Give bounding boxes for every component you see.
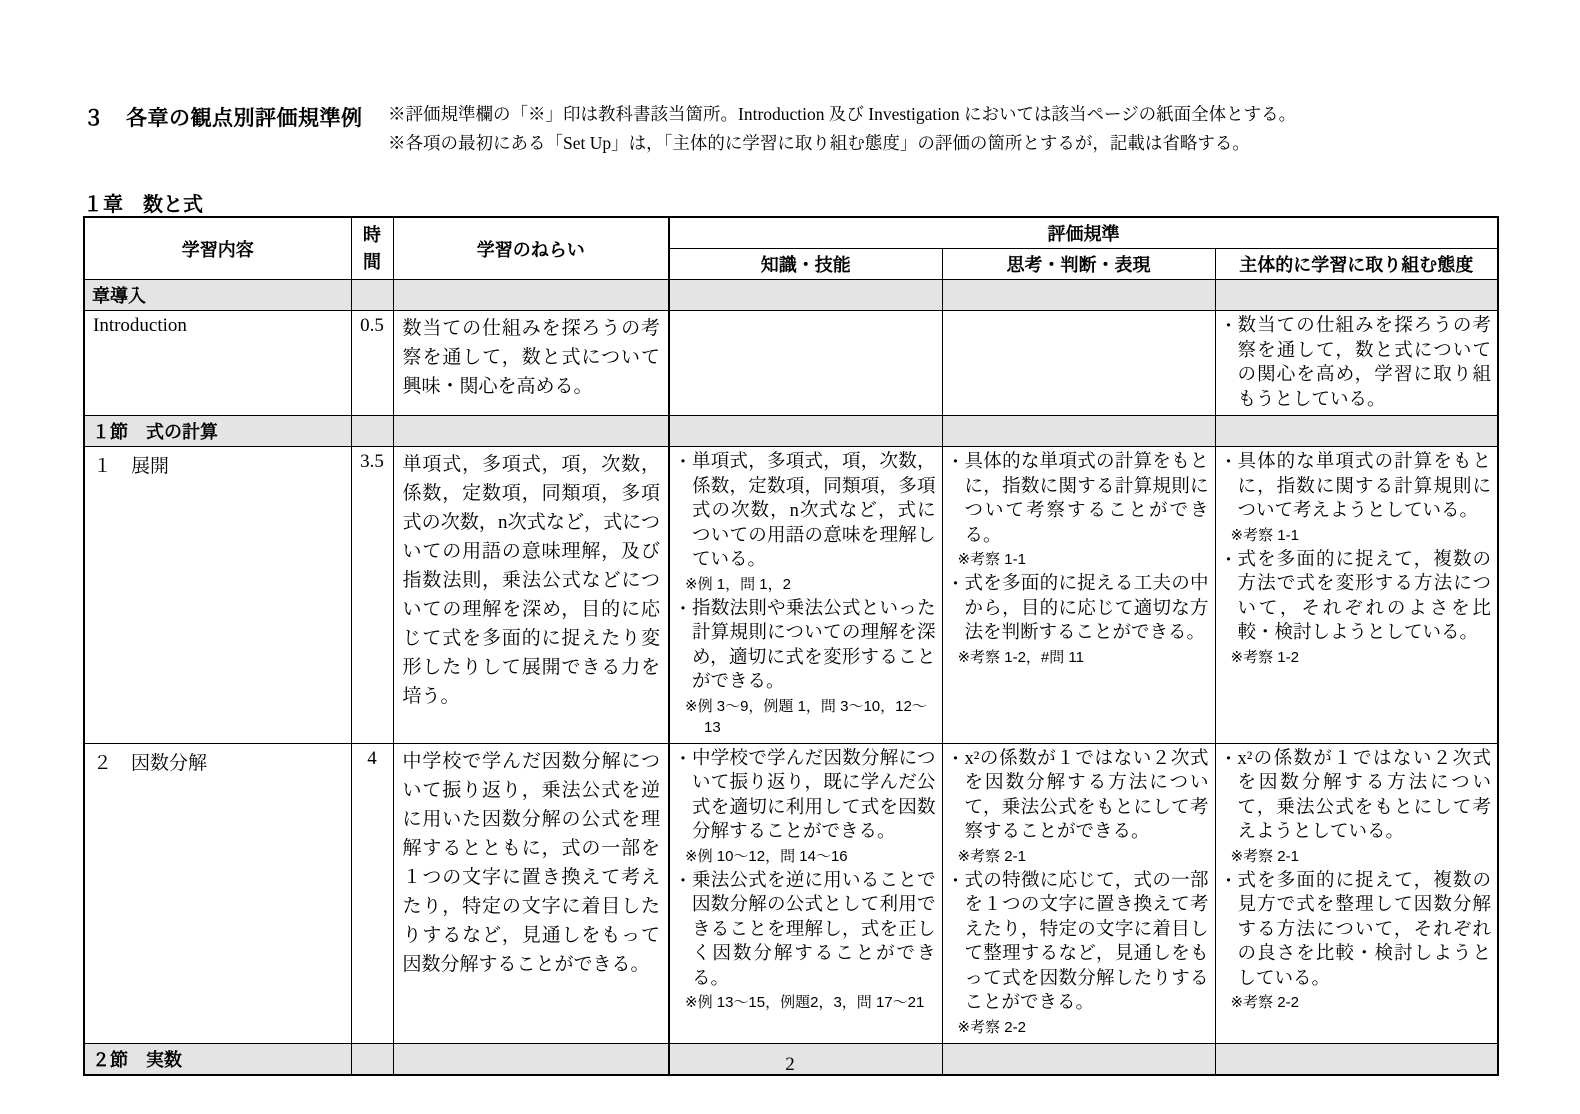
cell-knowledge [669, 311, 942, 416]
section-cell-thinking [942, 416, 1215, 447]
bullet-marker: ・ [1219, 549, 1238, 570]
criteria-text: x²の係数が１ではない２次式を因数分解する方法について，乗法公式をもとにして考察することができる。 [964, 748, 1209, 842]
bullet-marker: ・ [674, 598, 692, 619]
cell-thinking [942, 447, 1215, 744]
bullet-marker: ・ [1219, 452, 1238, 472]
criteria-bullet [674, 747, 936, 845]
criteria-text: 具体的な単項式の計算をもとに，指数に関する計算規則について考えようとしている。 [1237, 452, 1491, 521]
table-header [84, 217, 1498, 280]
section-row [84, 280, 1498, 311]
section-cell-aim [393, 280, 669, 311]
textbook-reference: ※考察 1-1 [1230, 526, 1299, 544]
cell-aim: 単項式，多項式，項，次数，係数，定数項，同類項，多項式の次数，n次式など，式についての用語の意味理解，及び指数法則，乗法公式などについての理解を深め，目的に応じて式を多面的に捉えたり変形したりして展開できる力を培う。 [393, 447, 669, 744]
textbook-reference: ※例 10〜12，問 14〜16 [685, 847, 848, 865]
textbook-reference: ※考察 1-2，#問 11 [957, 648, 1084, 666]
criteria-text: 式を多面的に捉える工夫の中から，目的に応じて適切な方法を判断することができる。 [964, 574, 1209, 643]
cell-content: １ 展開 [84, 447, 351, 744]
bullet-marker: ・ [674, 452, 692, 472]
criteria-text: 数当ての仕組みを探ろうの考察を通して，数と式についての関心を高め，学習に取り組もうとしている。 [1237, 316, 1491, 410]
criteria-text: 中学校で学んだ因数分解について振り返り，既に学んだ公式を適切に利用して式を因数分解することができる。 [692, 748, 936, 842]
criteria-text: x²の係数が１ではない２次式を因数分解する方法について，乗法公式をもとにして考えようとしている。 [1237, 748, 1491, 842]
section-label: １節 式の計算 [84, 416, 351, 447]
header-criteria: 評価規準 [669, 217, 1498, 249]
bullet-marker: ・ [1219, 870, 1238, 891]
header-knowledge: 知識・技能 [669, 249, 942, 280]
cell-knowledge [669, 447, 942, 744]
cell-aim: 中学校で学んだ因数分解について振り返り，乗法公式を逆に用いた因数分解の公式を理解するとともに，式の一部を１つの文字に置き換えて考えたり，特定の文字に着目したりするなど，見通しをもって因数分解することができる。 [393, 743, 669, 1043]
section-cell-thinking [942, 280, 1215, 311]
bullet-marker: ・ [1219, 316, 1238, 336]
textbook-reference: ※考察 2-1 [1230, 847, 1299, 865]
criteria-bullet [674, 869, 936, 992]
criteria-text: 式の特徴に応じて，式の一部を１つの文字に置き換えて考えたり，特定の文字に着目して整理するなど，見通しをもって式を因数分解したりすることができる。 [964, 870, 1209, 1013]
section-cell-attitude [1215, 280, 1498, 311]
criteria-bullet [1220, 548, 1492, 646]
criteria-text: 具体的な単項式の計算をもとに，指数に関する計算規則について考察することができる。 [964, 452, 1209, 546]
criteria-text: 式を多面的に捉えて，複数の見方で式を整理して因数分解する方法について，それぞれの良さを比較・検討しようとしている。 [1237, 870, 1491, 989]
cell-knowledge [669, 743, 942, 1043]
header-thinking: 思考・判断・表現 [942, 249, 1215, 280]
textbook-reference: ※考察 2-2 [1230, 994, 1299, 1011]
header-content: 学習内容 [84, 217, 351, 280]
cell-attitude [1215, 743, 1498, 1043]
criteria-bullet [947, 450, 1209, 548]
bullet-marker: ・ [674, 870, 692, 891]
section-cell-hours [351, 280, 393, 311]
item-row [84, 311, 1498, 416]
section-cell-aim [393, 416, 669, 447]
criteria-text: 指数法則や乗法公式といった計算規則についての理解を深め，適切に式を変形することができる。 [692, 598, 936, 692]
criteria-bullet [1220, 450, 1492, 524]
textbook-reference: ※考察 2-1 [957, 847, 1026, 865]
evaluation-criteria-table [83, 216, 1499, 1076]
section-cell-knowledge [669, 416, 942, 447]
criteria-bullet [947, 747, 1209, 845]
section-cell-knowledge [669, 280, 942, 311]
bullet-marker: ・ [946, 574, 965, 594]
textbook-reference: ※例 13〜15，例題2，3，問 17〜21 [685, 994, 925, 1011]
criteria-bullet [674, 597, 936, 695]
header-attitude: 主体的に学習に取り組む態度 [1215, 249, 1498, 280]
cell-thinking [942, 743, 1215, 1043]
section-cell-hours [351, 416, 393, 447]
cell-aim: 数当ての仕組みを探ろうの考察を通して，数と式について興味・関心を高める。 [393, 311, 669, 416]
item-row [84, 743, 1498, 1043]
bullet-marker: ・ [946, 452, 965, 472]
textbook-reference: ※考察 1-2 [1230, 648, 1299, 666]
textbook-reference: ※例 1，問 1，2 [685, 575, 791, 593]
section-row [84, 416, 1498, 447]
cell-content: Introduction [84, 311, 351, 416]
bullet-marker: ・ [1219, 748, 1238, 769]
section-label: 章導入 [84, 280, 351, 311]
note-line-1: ※評価規準欄の「※」印は教科書該当箇所。Introduction 及び Investigation においては該当ページの紙面全体とする。 [388, 104, 1297, 124]
textbook-reference: ※考察 2-2 [957, 1018, 1026, 1036]
chapter-title: １章 数と式 [83, 194, 203, 216]
criteria-text: 単項式，多項式，項，次数，係数，定数項，同類項，多項式の次数，n次式など，式についての用語の意味を理解している。 [692, 452, 936, 570]
document-notes [388, 100, 1296, 158]
criteria-bullet [674, 450, 936, 573]
page-number: 2 [785, 1054, 795, 1075]
bullet-marker: ・ [946, 870, 965, 891]
cell-attitude [1215, 311, 1498, 416]
bullet-marker: ・ [946, 748, 965, 769]
header-aim: 学習のねらい [393, 217, 669, 280]
item-row [84, 447, 1498, 744]
textbook-reference: ※考察 1-1 [957, 551, 1026, 568]
cell-hours: 0.5 [351, 311, 393, 416]
cell-hours: 4 [351, 743, 393, 1043]
cell-attitude [1215, 447, 1498, 744]
note-line-2: ※各項の最初にある「Set Up」は，「主体的に学習に取り組む態度」の評価の箇所とするが，記載は省略する。 [388, 133, 1250, 153]
header-hours: 時間 [351, 217, 393, 280]
criteria-bullet [1220, 314, 1492, 412]
criteria-bullet [947, 869, 1209, 1016]
cell-content: ２ 因数分解 [84, 743, 351, 1043]
table-header-row-1 [84, 217, 1498, 249]
table-body [84, 280, 1498, 1075]
section-label: ２節 実数 [84, 1043, 351, 1075]
criteria-bullet [947, 572, 1209, 646]
criteria-bullet [1220, 747, 1492, 845]
document-title: ３ 各章の観点別評価規準例 [83, 107, 363, 130]
criteria-text: 乗法公式を逆に用いることで因数分解の公式として利用できることを理解し，式を正しく因数分解することができる。 [692, 870, 936, 989]
section-cell-attitude [1215, 416, 1498, 447]
criteria-bullet [1220, 869, 1492, 992]
textbook-reference: ※例 3〜9，例題 1，問 3〜10，12〜13 [685, 697, 927, 736]
cell-thinking [942, 311, 1215, 416]
bullet-marker: ・ [674, 748, 692, 769]
cell-hours: 3.5 [351, 447, 393, 744]
criteria-text: 式を多面的に捉えて，複数の方法で式を変形する方法について，それぞれのよさを比較・検討しようとしている。 [1237, 549, 1491, 643]
